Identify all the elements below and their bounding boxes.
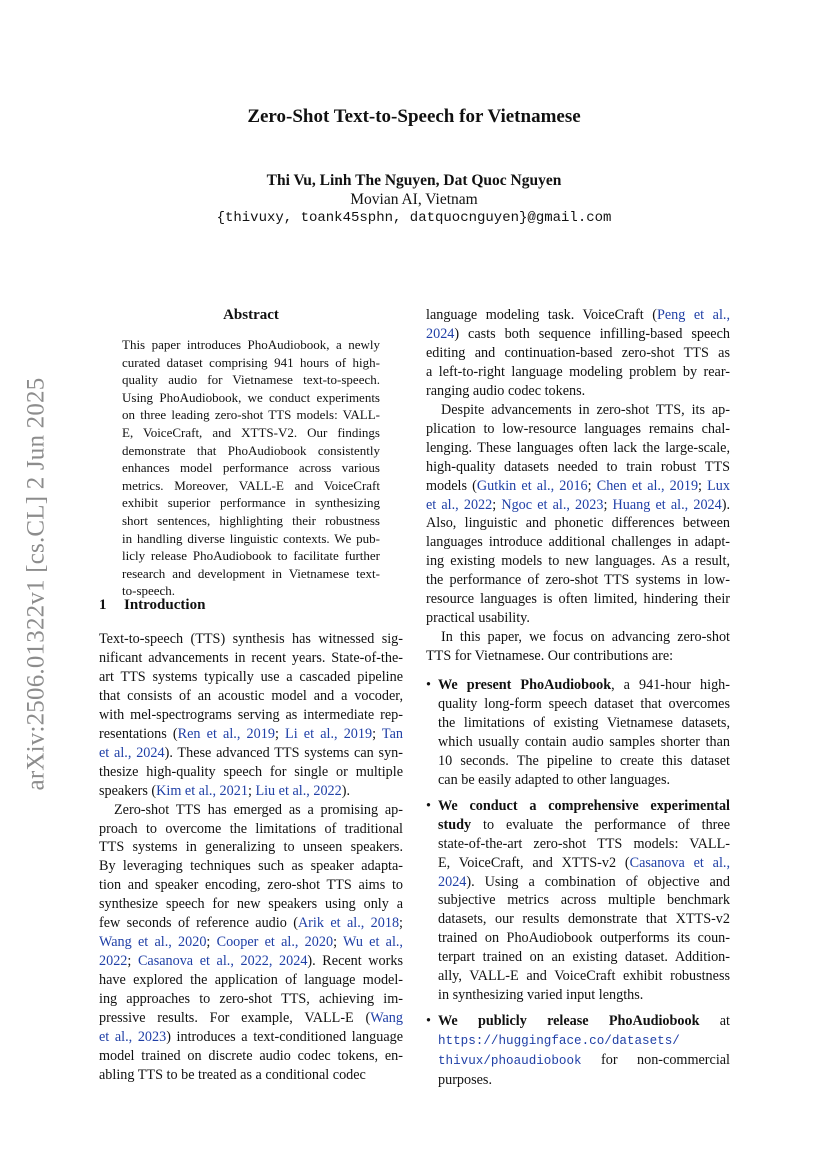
text-line	[99, 933, 403, 952]
text-run: to evaluate the performance of three	[471, 816, 730, 833]
abstract-line: metrics. Moreover, VALL-E and VoiceCraft	[122, 477, 380, 493]
text-run: terpart trained on an existing dataset. Addition-	[438, 949, 730, 966]
abstract-line: demonstrate that PhoAudiobook consistently	[122, 442, 380, 458]
abstract-line: This paper introduces PhoAudiobook, a newly	[122, 337, 380, 352]
text-line	[99, 820, 403, 839]
text-run: high-quality datasets needed to train robust TTS	[426, 458, 730, 475]
text-run: ) introduces a text-conditioned language	[166, 1029, 404, 1046]
text-run: art TTS systems typically use a cascaded pipeline	[99, 668, 403, 685]
text-run: ;	[399, 915, 403, 932]
text-line	[438, 948, 730, 967]
section-title: Introduction	[124, 597, 206, 613]
text-run: models (	[426, 477, 477, 494]
paper-emails: {thivuxy, toank45sphn, datquocnguyen}@gmail.com	[216, 210, 612, 226]
text-line	[438, 854, 730, 873]
citation-link[interactable]: Tan	[381, 725, 403, 742]
text-run: E, VoiceCraft, and XTTS-v2 (	[438, 854, 630, 871]
abstract-line: in handling diverse linguistic contexts. We pub-	[122, 530, 380, 546]
text-line	[438, 1071, 730, 1090]
citation-link[interactable]: Peng et al.,	[656, 307, 730, 323]
text-run: ;	[603, 496, 613, 513]
citation-link[interactable]: Ren et al., 2019	[177, 725, 275, 742]
text-line	[99, 857, 403, 876]
bold-text: We present PhoAudiobook	[438, 677, 612, 693]
citation-link[interactable]: Ngoc et al., 2023	[501, 496, 604, 513]
text-line	[438, 910, 730, 929]
text-run: ). Using a combination of objective and	[466, 873, 730, 890]
text-run: few seconds of reference audio (	[99, 915, 298, 932]
text-run: nificant advancements in recent years. State-of-the-	[99, 649, 403, 666]
text-run: have explored the application of language model-	[99, 972, 403, 989]
text-line	[426, 496, 730, 515]
text-run: TTS for Vietnamese. Our contributions are:	[426, 648, 674, 665]
text-run: practical usability.	[426, 610, 530, 627]
contribution-item	[426, 1012, 730, 1090]
bullet-marker: •	[426, 1013, 431, 1030]
text-run: 10 seconds. The pipeline to create this dataset	[438, 752, 730, 769]
text-run: Despite advancements in zero-shot TTS, its ap-	[441, 401, 730, 418]
text-line	[99, 763, 403, 782]
bold-text: study	[438, 816, 472, 833]
text-line	[438, 676, 730, 695]
text-run: ;	[127, 953, 138, 970]
abstract-line: licly release PhoAudiobook to facilitate further	[122, 548, 380, 564]
text-run: ing existing models to new languages. As a result,	[426, 553, 730, 570]
right-column-text	[426, 306, 730, 666]
text-line	[438, 929, 730, 948]
text-run: ;	[333, 934, 343, 951]
bullet-marker: •	[426, 797, 431, 814]
text-line	[438, 816, 730, 835]
dataset-url-link[interactable]: thivux/phoaudiobook	[438, 1054, 582, 1069]
text-run: purposes.	[438, 1072, 492, 1089]
text-run: ).	[341, 782, 351, 799]
text-run: a left-to-right language modeling problem by rear-	[426, 363, 730, 380]
text-run: lenging. These languages often lack the large-scale,	[426, 439, 730, 456]
abstract-line: exhibit superior performance in synthesizing	[122, 495, 380, 511]
text-run: In this paper, we focus on advancing zero-shot	[441, 629, 730, 646]
text-line	[426, 477, 730, 496]
text-run: languages introduce additional challenges in adapt-	[426, 534, 730, 551]
text-run: ).	[721, 496, 731, 513]
bold-text: We conduct a comprehensive experimental	[438, 797, 730, 814]
text-run: speakers (	[99, 782, 157, 799]
text-line	[99, 1047, 403, 1066]
abstract-line: curated dataset comprising 941 hours of high-	[122, 354, 380, 370]
text-line	[426, 420, 730, 439]
text-run: Also, linguistic and phonetic differences between	[426, 515, 730, 532]
text-line	[426, 439, 730, 458]
citation-link[interactable]: et al., 2022	[426, 496, 493, 513]
text-run: ). Recent works	[307, 953, 403, 970]
citation-link[interactable]: Lux	[707, 477, 730, 494]
text-line	[426, 552, 730, 571]
text-run: can be easily adapted to other languages.	[438, 771, 671, 788]
abstract-line: E, VoiceCraft, and XTTS-V2. Our findings	[122, 424, 380, 440]
text-run: datasets, our results demonstrate that XTTS-v2	[438, 911, 730, 928]
section-heading	[99, 597, 205, 614]
abstract-line: enhances model performance across various	[122, 460, 380, 476]
citation-link[interactable]: et al., 2023	[99, 1029, 167, 1046]
contribution-item	[426, 676, 730, 790]
text-run: ing approaches to zero-shot TTS, achieving im-	[99, 991, 403, 1008]
text-line	[426, 344, 730, 363]
text-run: for non-commercial	[581, 1052, 730, 1069]
text-run: proach to overcome the limitations of traditional	[99, 820, 403, 837]
abstract-line: to-speech.	[122, 583, 176, 599]
text-line	[426, 609, 730, 628]
text-line	[99, 706, 403, 725]
text-line	[438, 695, 730, 714]
paper-authors: Thi Vu, Linh The Nguyen, Dat Quoc Nguyen	[266, 172, 562, 189]
abstract-line: research and development in Vietnamese text-	[122, 565, 380, 581]
text-line	[438, 1012, 730, 1031]
text-run: which usually contain audio samples shorter than	[438, 733, 730, 750]
text-run: ) casts both sequence infilling-based speech	[454, 325, 730, 342]
abstract-line: quality audio for Vietnamese text-to-speech.	[122, 372, 380, 388]
bullet-marker: •	[426, 677, 431, 693]
text-line	[99, 668, 403, 687]
text-run: editing and continuation-based zero-shot TTS as	[426, 344, 730, 361]
text-run: trained on PhoAudiobook outperforms its coun-	[438, 930, 730, 947]
text-run: subjective metrics across multiple benchmark	[438, 892, 730, 909]
abstract-heading: Abstract	[223, 307, 279, 323]
text-line	[438, 1051, 730, 1071]
citation-link[interactable]: Arik et al., 2018	[297, 915, 400, 932]
text-line	[438, 891, 730, 910]
text-run: language modeling task. VoiceCraft (	[426, 307, 657, 323]
bold-text: We publicly release PhoAudiobook	[438, 1013, 700, 1030]
text-run: ;	[587, 477, 597, 494]
paper-affiliation: Movian AI, Vietnam	[350, 191, 478, 208]
abstract-line: on three leading zero-shot TTS models: VALL-	[122, 407, 380, 423]
text-line	[99, 971, 403, 990]
text-line	[426, 401, 730, 420]
text-run: state-of-the-art zero-shot TTS models: VALL-	[438, 835, 730, 852]
section-number: 1	[99, 597, 107, 613]
text-run: ;	[274, 725, 286, 742]
citation-link[interactable]: 2024	[438, 873, 467, 890]
text-line	[99, 801, 403, 820]
text-line	[99, 952, 403, 971]
text-run: the limitations of existing Vietnamese datasets,	[438, 714, 730, 731]
citation-link[interactable]: Gutkin et al., 2016	[476, 477, 588, 494]
text-line	[426, 590, 730, 609]
text-line	[426, 306, 730, 325]
text-line	[99, 725, 403, 744]
text-line	[438, 873, 730, 892]
citation-link[interactable]: Wu et al.,	[343, 934, 403, 951]
contribution-item	[426, 797, 730, 1005]
text-run: ;	[698, 477, 708, 494]
citation-link[interactable]: Kim et al., 2021	[156, 782, 248, 799]
citation-link[interactable]: et al., 2024	[99, 744, 165, 761]
citation-link[interactable]: 2022	[99, 953, 128, 970]
text-line	[438, 986, 730, 1005]
abstract-body	[122, 336, 380, 600]
text-line	[438, 1031, 730, 1051]
abstract-line: Using PhoAudiobook, we conduct experiments	[122, 389, 380, 405]
text-run: quality long-form speech dataset that overcomes	[438, 695, 730, 712]
text-line	[426, 458, 730, 477]
text-run: resentations (	[99, 725, 178, 742]
citation-link[interactable]: Casanova et al.,	[629, 854, 730, 871]
text-line	[99, 1009, 403, 1028]
text-run: in synthesizing varied input lengths.	[438, 987, 644, 1004]
text-line	[426, 533, 730, 552]
arxiv-identifier: arXiv:2506.01322v1 [cs.CL] 2 Jun 2025	[22, 377, 50, 791]
text-line	[426, 382, 730, 401]
text-run: TTS systems in generalizing to unseen speakers.	[99, 839, 403, 856]
text-line	[438, 771, 730, 790]
citation-link[interactable]: Cooper et al., 2020	[216, 934, 334, 951]
text-line	[438, 797, 730, 816]
abstract-line: short sentences, highlighting their robustness	[122, 512, 380, 528]
text-run: synthesize speech for new speakers using only a	[99, 896, 403, 913]
text-line	[99, 687, 403, 706]
text-line	[99, 914, 403, 933]
text-run: ranging audio codec tokens.	[426, 382, 586, 399]
text-line	[426, 628, 730, 647]
text-line	[99, 782, 403, 801]
text-run: ;	[247, 782, 256, 799]
contributions-list	[426, 676, 730, 1090]
text-line	[426, 514, 730, 533]
text-line	[438, 733, 730, 752]
text-run: plication to low-resource languages remains chal-	[426, 420, 730, 437]
text-line	[426, 325, 730, 344]
text-run: thesize high-quality speech for single or multiple	[99, 763, 403, 780]
text-run: at	[699, 1013, 730, 1030]
text-line	[426, 363, 730, 382]
text-run: model trained on discrete audio codec tokens, en-	[99, 1047, 403, 1064]
citation-link[interactable]: Liu et al., 2022	[255, 782, 342, 799]
text-run: , a 941-hour high-	[611, 677, 730, 693]
text-run: ally, VALL-E and VoiceCraft exhibit robustness	[438, 968, 730, 985]
text-run: with mel-spectrograms serving as intermediate rep-	[99, 706, 403, 723]
text-line	[99, 1066, 403, 1085]
text-line	[438, 752, 730, 771]
text-line	[99, 895, 403, 914]
text-line	[99, 1028, 403, 1047]
text-line	[99, 838, 403, 857]
text-run: that consists of an acoustic model and a vocoder,	[99, 687, 403, 704]
text-line	[99, 744, 403, 763]
text-line	[438, 835, 730, 854]
citation-link[interactable]: Wang et al., 2020	[99, 934, 207, 951]
text-run: abling TTS to be treated as a conditional codec	[99, 1066, 366, 1083]
text-run: By leveraging techniques such as speaker adapta-	[99, 858, 403, 875]
text-run: tion and speaker encoding, zero-shot TTS aims to	[99, 877, 403, 894]
text-line	[99, 876, 403, 895]
text-run: pressive results. For example, VALL-E (	[99, 1010, 371, 1027]
citation-link[interactable]: Chen et al., 2019	[596, 477, 699, 494]
text-line	[99, 630, 403, 649]
dataset-url-link[interactable]: https://huggingface.co/datasets/	[438, 1034, 680, 1049]
text-run: the performance of zero-shot TTS systems in low-	[426, 572, 730, 589]
citation-link[interactable]: Li et al., 2019	[285, 725, 373, 742]
text-run: ). These advanced TTS systems can syn-	[164, 744, 403, 761]
left-column-text	[99, 630, 403, 1085]
paper-title: Zero-Shot Text-to-Speech for Vietnamese	[247, 106, 581, 127]
text-line	[438, 967, 730, 986]
citation-link[interactable]: Huang et al., 2024	[612, 496, 722, 513]
text-run: Text-to-speech (TTS) synthesis has witnessed sig-	[99, 631, 403, 647]
text-line	[99, 990, 403, 1009]
arxiv-identifier-stamp	[21, 350, 51, 818]
text-run: Zero-shot TTS has emerged as a promising ap-	[114, 801, 403, 818]
text-line	[426, 571, 730, 590]
text-run: ;	[372, 725, 382, 742]
citation-link[interactable]: Wang	[370, 1010, 403, 1027]
text-run: ;	[206, 934, 217, 951]
text-run: ;	[492, 496, 502, 513]
citation-link[interactable]: Casanova et al., 2022, 2024	[137, 953, 308, 970]
text-line	[438, 714, 730, 733]
text-line	[426, 647, 730, 666]
text-line	[99, 649, 403, 668]
text-run: resource languages is often limited, hindering their	[426, 591, 730, 608]
citation-link[interactable]: 2024	[426, 325, 455, 342]
